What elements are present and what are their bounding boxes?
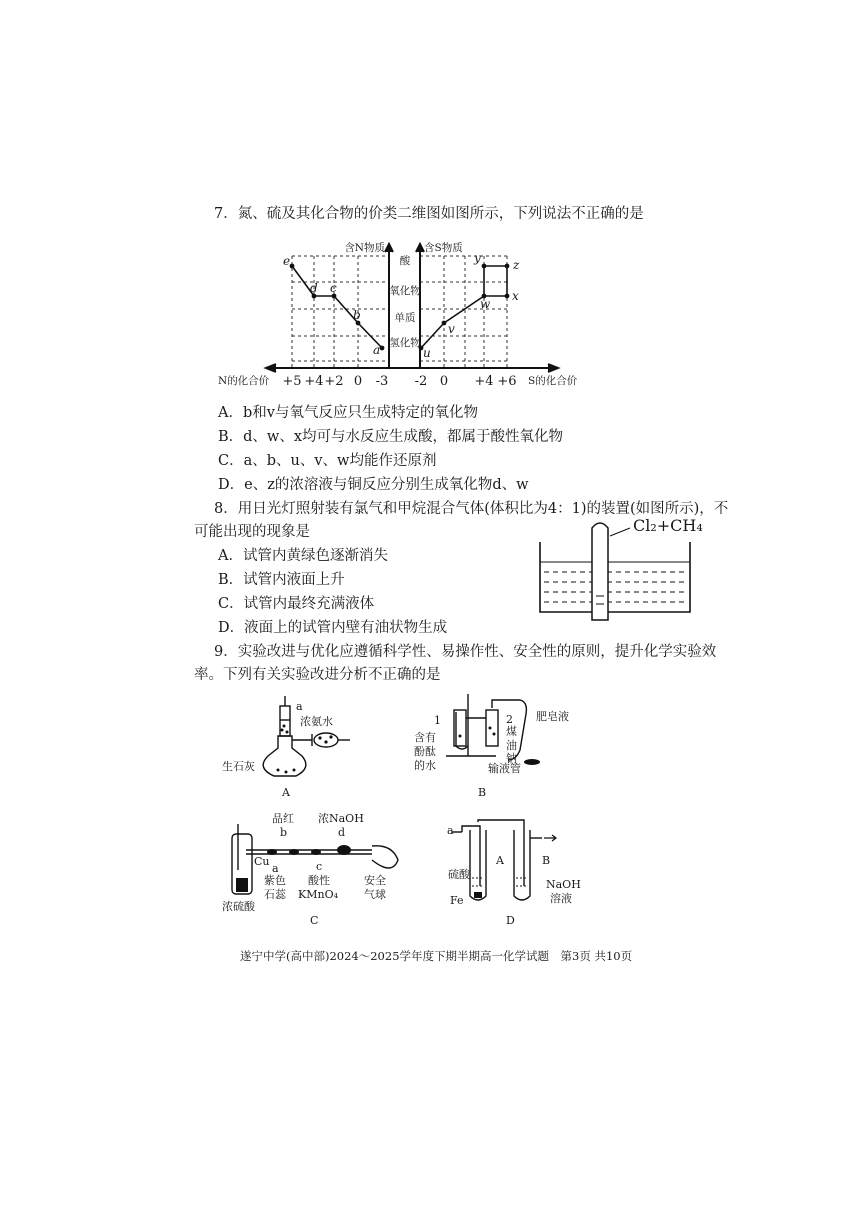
apparatus-d-label-fe: Fe	[450, 894, 464, 907]
apparatus-b-label-kerosene1: 煤	[506, 725, 517, 738]
point-label-w: w	[480, 297, 491, 311]
apparatus-a-label-lime: 生石灰	[222, 760, 255, 773]
n-axis-title: 含N物质	[344, 242, 385, 254]
apparatus-b-label-kerosene2: 油	[506, 739, 517, 752]
n-axis-label: N的化合价	[218, 375, 270, 387]
apparatus-b-label-soap: 肥皂液	[536, 710, 569, 723]
row-label-3: 氢化物	[389, 337, 421, 349]
apparatus-b-caption: B	[478, 786, 487, 799]
page-footer: 遂宁中学(高中部)2024～2025学年度下期半期高一化学试题 第3页 共10页	[240, 949, 633, 963]
q7-option-a: A．b和v与氧气反应只生成特定的氧化物	[218, 405, 478, 421]
apparatus-b-label-sodium: 钠	[506, 752, 517, 765]
apparatus-b-label-2: 2	[506, 713, 513, 726]
apparatus-c-caption: C	[310, 914, 319, 927]
q8-option-a: A．试管内黄绿色逐渐消失	[218, 548, 388, 564]
apparatus-b-label-water2: 酚酞	[414, 745, 436, 758]
point-label-a: a	[373, 343, 381, 357]
q7-option-d: D．e、z的浓溶液与铜反应分别生成氧化物d、w	[218, 477, 529, 493]
point-label-d: d	[310, 281, 318, 295]
n-axis-arrow	[385, 244, 393, 252]
apparatus-c-label-a: a	[272, 862, 279, 875]
s-point-z	[505, 264, 510, 269]
apparatus-d-label-acid: 硫酸	[448, 868, 470, 881]
apparatus-a-label-ammonia: 浓氨水	[300, 715, 333, 728]
q7-option-b: B．d、w、x均可与水反应生成酸，都属于酸性氧化物	[218, 429, 564, 445]
point-label-c: c	[330, 281, 337, 295]
apparatus-d-label-naoh1: NaOH	[546, 878, 581, 891]
point-label-z: z	[513, 258, 520, 272]
apparatus-d-label-A: A	[496, 854, 504, 867]
s-point-x	[505, 294, 510, 299]
point-label-u: u	[423, 346, 431, 360]
apparatus-d-label-a: a	[447, 824, 454, 837]
apparatus-b-label-water1: 含有	[414, 731, 436, 744]
s-axis-label: S的化合价	[528, 375, 578, 387]
q7-stem: 7．氮、硫及其化合物的价类二维图如图所示，下列说法不正确的是	[214, 206, 644, 222]
row-label-0: 酸	[399, 255, 411, 267]
apparatus-d-label-naoh2: 溶液	[550, 892, 572, 905]
s-point-y	[482, 264, 487, 269]
q8-gas-label: Cl₂+CH₄	[633, 516, 703, 535]
q8-option-c: C．试管内最终充满液体	[218, 596, 375, 612]
apparatus-c-label-kmno4-2: KMnO₄	[298, 888, 338, 901]
apparatus-a-caption: A	[282, 786, 290, 799]
s-tick-4: +4	[474, 374, 494, 389]
s-tick--2: -2	[414, 374, 428, 389]
q8-stem-line1: 8．用日光灯照射装有氯气和甲烷混合气体(体积比为4：1)的装置(如图所示)，不	[214, 501, 729, 517]
apparatus-b-label-tube: 输液管	[488, 762, 521, 775]
q8-stem-line2: 可能出现的现象是	[194, 524, 310, 540]
q8-option-b: B．试管内液面上升	[218, 572, 345, 588]
s-tick-0: 0	[439, 374, 449, 389]
row-label-1: 氧化物	[389, 285, 421, 297]
n-tick-2: +2	[324, 374, 344, 389]
apparatus-a-label-a: a	[296, 700, 303, 713]
point-label-b: b	[353, 308, 361, 322]
x-axis-arrow-left	[266, 364, 276, 372]
apparatus-c-label-balloon2: 气球	[364, 888, 386, 901]
apparatus-c-label-naoh: 浓NaOH	[318, 812, 364, 825]
point-label-e: e	[283, 254, 291, 268]
q9-stem-line2: 率。下列有关实验改进分析不正确的是	[194, 667, 441, 683]
x-axis-arrow-right	[548, 364, 558, 372]
apparatus-b-label-1: 1	[434, 714, 441, 727]
point-label-x: x	[512, 289, 519, 303]
n-point-a	[380, 346, 385, 351]
point-label-y: y	[474, 251, 481, 265]
apparatus-c-label-balloon1: 安全	[364, 874, 386, 887]
apparatus-b-label-water3: 的水	[414, 759, 436, 772]
q9-stem-line1: 9．实验改进与优化应遵循科学性、易操作性、安全性的原则，提升化学实验效	[214, 644, 717, 660]
apparatus-c-label-pinhong: 品红	[272, 812, 294, 825]
q8-apparatus	[530, 520, 730, 620]
apparatus-c-label-b: b	[280, 826, 288, 839]
s-axis-title: 含S物质	[424, 242, 463, 254]
apparatus-c-label-acid: 浓硫酸	[222, 900, 255, 913]
n-tick--3: -3	[375, 374, 389, 389]
apparatus-c-label-litmus2: 石蕊	[264, 888, 286, 901]
s-axis-arrow	[416, 244, 424, 252]
s-tick-6: +6	[497, 374, 517, 389]
s-point-v	[442, 321, 447, 326]
n-point-e	[290, 264, 295, 269]
q7-option-c: C．a、b、u、v、w均能作还原剂	[218, 453, 437, 469]
apparatus-c-label-c: c	[316, 860, 323, 873]
n-tick-4: +4	[304, 374, 324, 389]
apparatus-c-label-litmus1: 紫色	[264, 874, 286, 887]
point-label-v: v	[448, 322, 455, 336]
n-tick-5: +5	[282, 374, 302, 389]
apparatus-d-caption: D	[506, 914, 515, 927]
q8-option-d: D．液面上的试管内壁有油状物生成	[218, 620, 448, 636]
row-label-2: 单质	[394, 312, 416, 324]
n-tick-0: 0	[353, 374, 363, 389]
apparatus-c-label-d: d	[338, 826, 346, 839]
apparatus-c-label-kmno4-1: 酸性	[308, 874, 330, 887]
apparatus-d-label-B: B	[542, 854, 551, 867]
apparatus-c-label-cu: Cu	[254, 855, 270, 868]
apparatus-a	[240, 690, 400, 800]
